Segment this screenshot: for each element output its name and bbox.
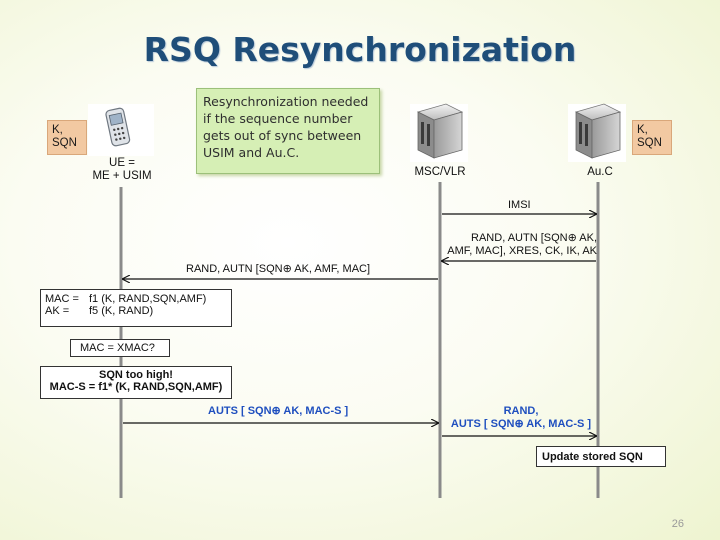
rand-auts-label bbox=[446, 405, 596, 431]
update-sqn-box: Update stored SQN bbox=[536, 446, 666, 467]
rand-auts-line: AUTS [ SQN⊕ AK, MAC-S ] bbox=[450, 418, 592, 430]
imsi-label: IMSI bbox=[508, 199, 531, 211]
sqn-too-high-box bbox=[40, 366, 232, 399]
auth-vector-line: RAND, AUTN [SQN⊕ AK, bbox=[471, 232, 597, 244]
resync-note: Resynchronization needed if the sequence number gets out of sync between USIM and Au.C. bbox=[196, 88, 380, 174]
slide-title: RSQ Resynchronization bbox=[143, 30, 577, 69]
ue-key-box bbox=[47, 120, 87, 155]
mac-line bbox=[45, 293, 227, 305]
mac-rhs: f1 (K, RAND,SQN,AMF) bbox=[89, 293, 207, 305]
auts-label: AUTS [ SQN⊕ AK, MAC-S ] bbox=[208, 405, 349, 417]
ue-label-line: UE = bbox=[109, 157, 135, 169]
server-icon bbox=[410, 104, 468, 162]
ue-label bbox=[84, 157, 160, 183]
auth-vector-line: AMF, MAC], XRES, CK, IK, AK bbox=[447, 245, 597, 257]
ue-key-sqn: SQN bbox=[52, 137, 77, 149]
ue-label-line: ME + USIM bbox=[92, 170, 152, 182]
mobile-phone-icon bbox=[88, 104, 154, 156]
ue-key-k: K, bbox=[52, 124, 63, 136]
auc-key-box bbox=[632, 120, 672, 155]
auth-vector-label bbox=[447, 232, 597, 258]
auc-label: Au.C bbox=[587, 166, 613, 178]
rand-autn-label: RAND, AUTN [SQN⊕ AK, AMF, MAC] bbox=[186, 263, 371, 275]
ak-line bbox=[45, 305, 227, 317]
auc-key-k: K, bbox=[637, 124, 648, 136]
mac-compare-box: MAC = XMAC? bbox=[70, 339, 170, 357]
rand-auts-line: RAND, bbox=[503, 405, 539, 417]
auc-key-sqn: SQN bbox=[637, 137, 662, 149]
slide-number: 26 bbox=[671, 518, 684, 530]
ak-lhs: AK = bbox=[45, 305, 70, 317]
msc-label: MSC/VLR bbox=[414, 166, 466, 178]
server-icon bbox=[568, 104, 626, 162]
mac-compute-box bbox=[40, 289, 232, 327]
mac-s-line: MAC-S = f1* (K, RAND,SQN,AMF) bbox=[49, 381, 223, 393]
ak-rhs: f5 (K, RAND) bbox=[89, 305, 154, 317]
sqn-too-high-line: SQN too high! bbox=[99, 369, 173, 381]
mac-lhs: MAC = bbox=[45, 293, 79, 305]
